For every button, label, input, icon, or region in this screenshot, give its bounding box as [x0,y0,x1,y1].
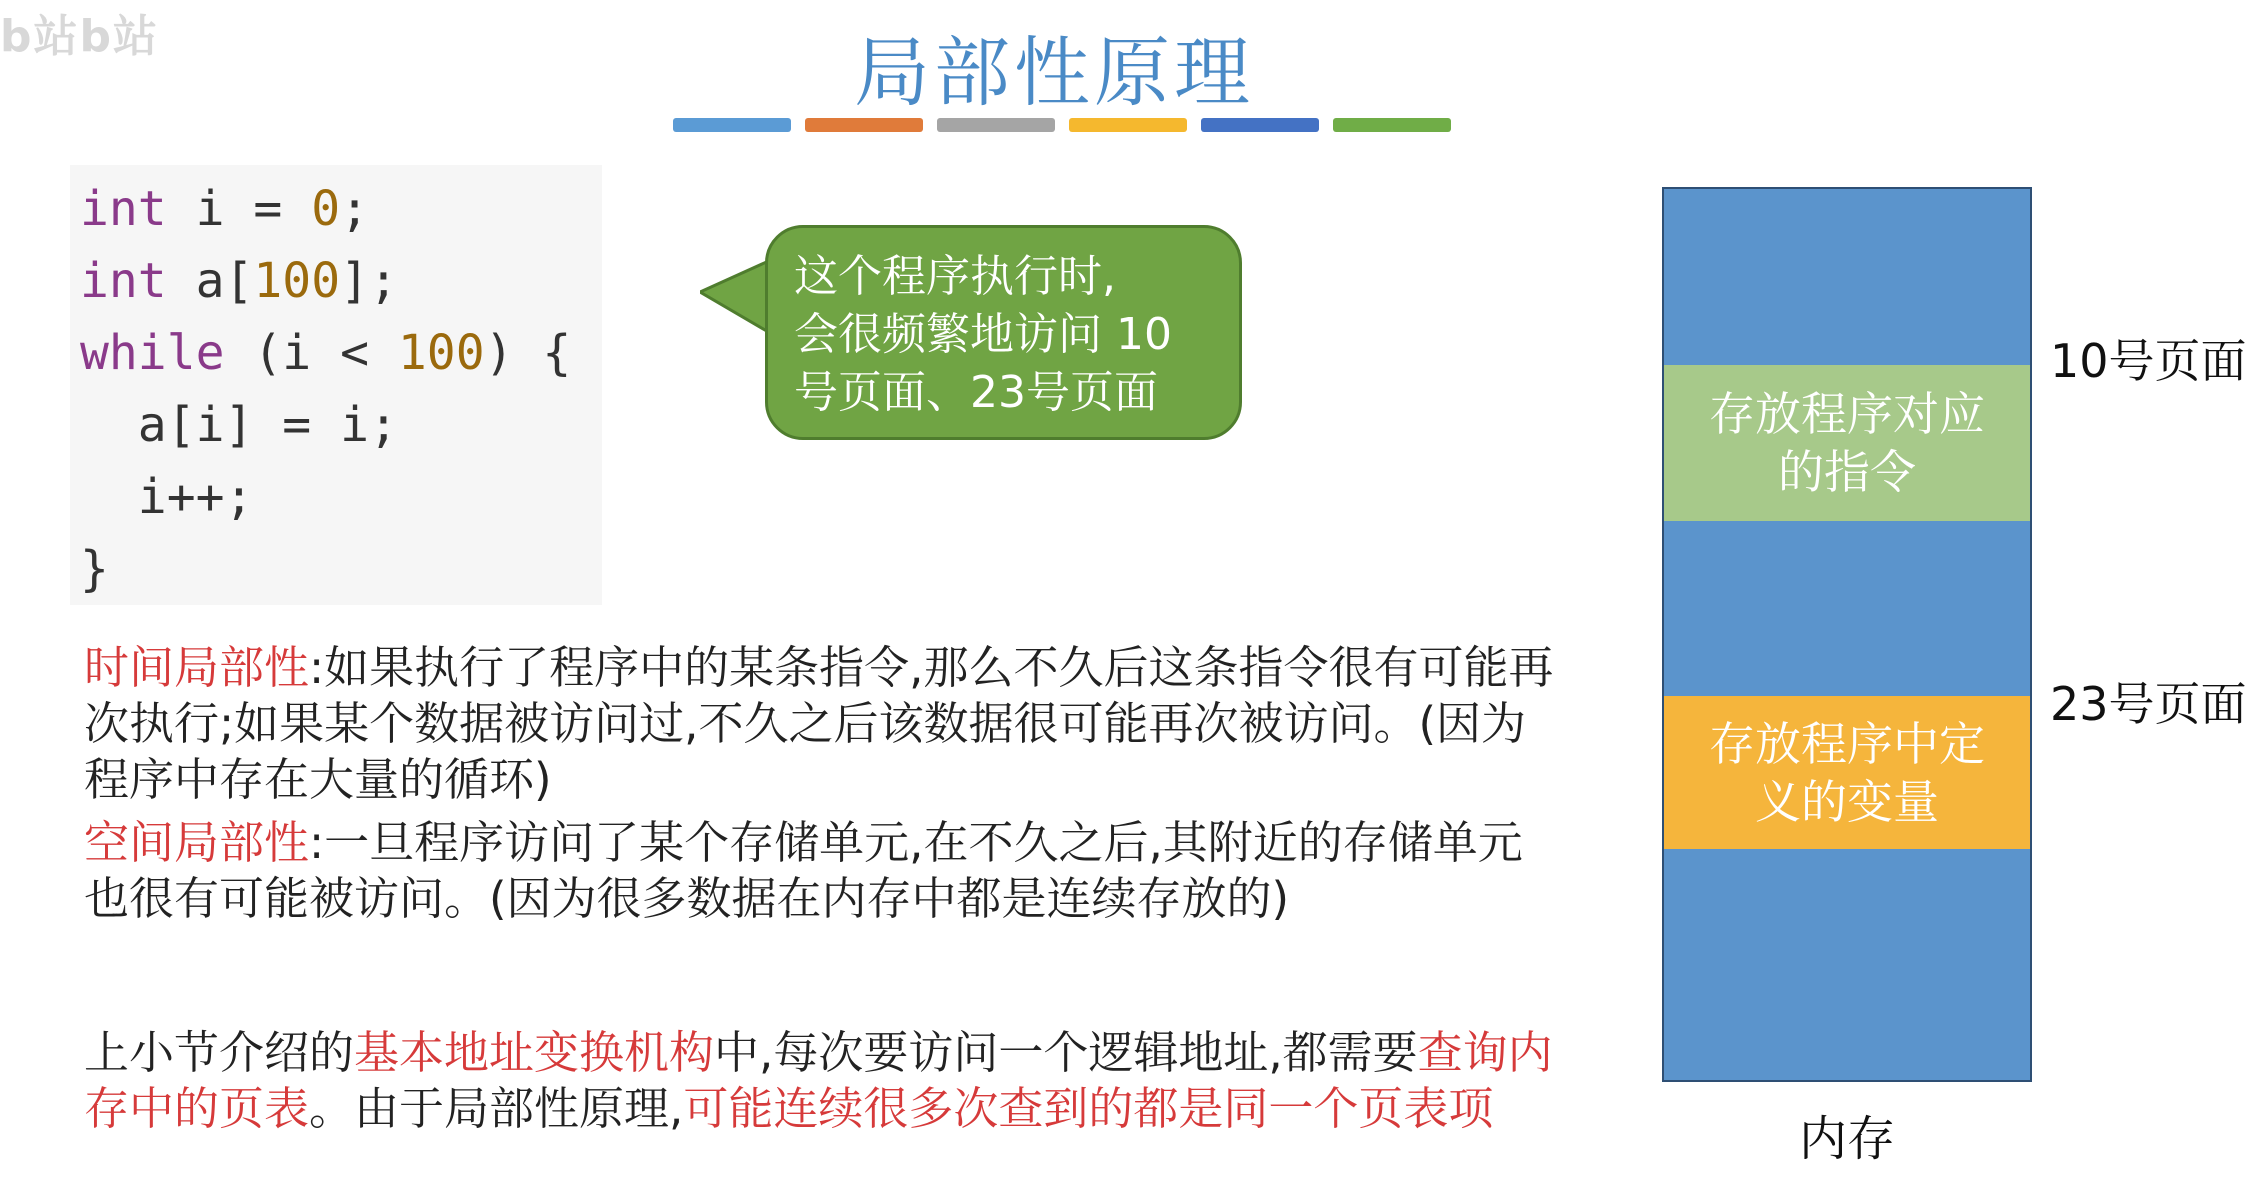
code-line [80,317,592,389]
code-token: i++; [80,469,254,525]
code-token: ) { [484,325,572,381]
underline-stripe [673,118,791,132]
body-text: 上小节介绍的 [84,1026,355,1079]
page10-label: 10号页面 [2050,334,2247,388]
temporal-locality-paragraph [84,640,1564,808]
code-line [80,173,592,245]
slide-title: 局部性原理 [854,28,1254,117]
highlight-text: 空间局部性 [84,816,310,869]
code-token: ]; [340,253,398,309]
body-text: 。由于局部性原理, [309,1082,684,1135]
code-token: int [80,253,167,309]
body-text: :一旦程序访问了某个存储单元,在不久之后,其附近的存储单元也很有可能被访问。(因为很多数据在内存中都是连续存放的) [84,816,1523,925]
highlight-text: 时间局部性 [84,641,310,694]
title-underline-stripes [673,118,1451,132]
underline-stripe [1069,118,1187,132]
underline-stripe [805,118,923,132]
highlight-text: 可能连续很多次查到的都是同一个页表项 [683,1082,1494,1135]
code-token: while [80,325,225,381]
code-token: a[ [166,253,254,309]
spatial-locality-paragraph [84,815,1564,927]
code-block [70,165,602,605]
code-line [80,533,592,605]
instruction-page-block [1664,365,2030,521]
code-token: a[i] = i; [80,397,398,453]
callout-bubble [765,225,1242,440]
variable-block-label: 存放程序中定义的变量 [1709,716,1985,829]
code-token: i = [166,181,312,237]
code-token: (i < [224,325,398,381]
callout-line: 号页面、23号页面 [794,367,1158,418]
highlight-text: 查询内存中的页表 [84,1026,1553,1135]
code-line [80,389,592,461]
highlight-text: 基本地址变换机构 [354,1026,715,1079]
body-text: :如果执行了程序中的某条指令,那么不久后这条指令很有可能再次执行;如果某个数据被访问过,不久之后该数据很可能再次被访问。(因为程序中存在大量的循环) [84,641,1554,806]
underline-stripe [1333,118,1451,132]
address-translation-note [84,1025,1564,1137]
callout-line: 这个程序执行时, [794,251,1116,302]
code-token: 0 [311,181,341,237]
body-text: 中,每次要访问一个逻辑地址,都需要 [714,1026,1418,1079]
code-token: 100 [397,325,485,381]
code-token: ; [340,181,370,237]
callout-line: 会很频繁地访问 10 [794,309,1172,360]
code-token: 100 [253,253,341,309]
instruction-block-label: 存放程序对应的指令 [1709,387,1985,499]
watermark-logo: b站b站 [0,11,159,62]
underline-stripe [1201,118,1319,132]
underline-stripe [937,118,1055,132]
memory-caption: 内存 [1798,1111,1895,1167]
code-token: } [80,541,109,597]
code-line [80,461,592,533]
code-line [80,245,592,317]
code-token: int [80,181,167,237]
page23-label: 23号页面 [2050,677,2247,731]
variable-page-block [1664,696,2030,849]
memory-diagram [1662,187,2032,1082]
